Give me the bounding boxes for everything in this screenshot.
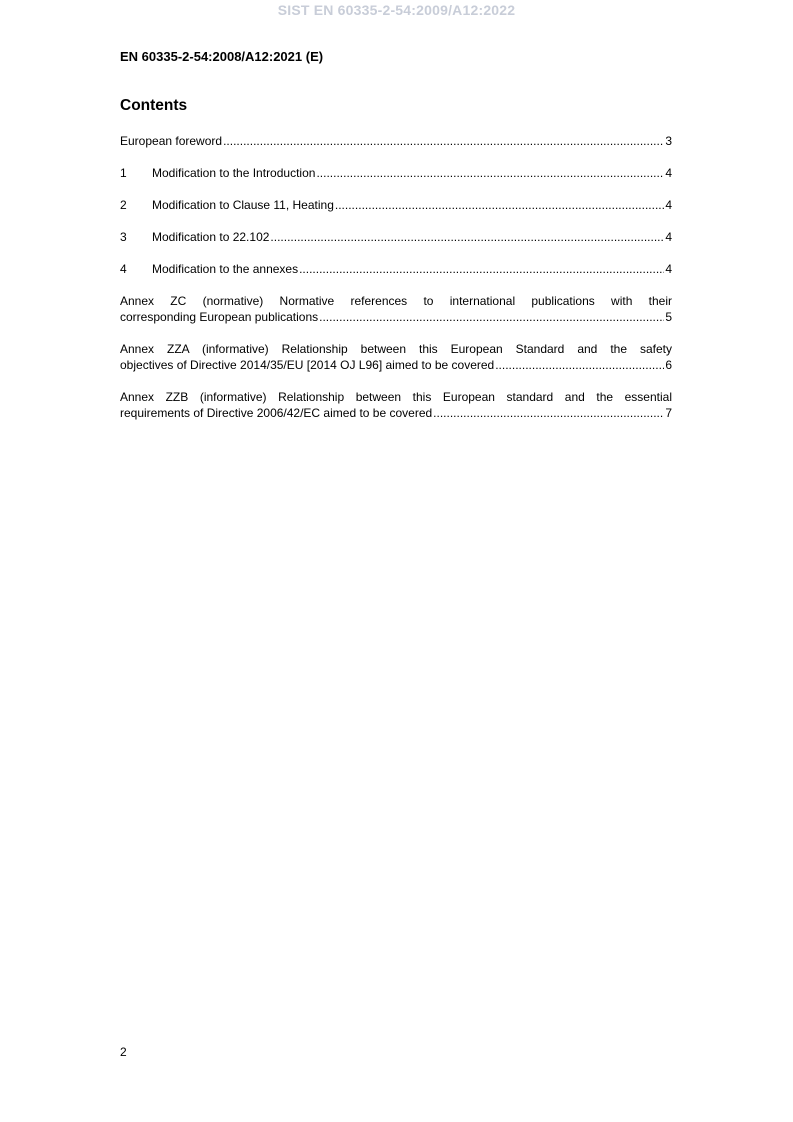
toc-entry-1[interactable]	[120, 165, 672, 181]
toc-number: 2	[120, 198, 127, 212]
toc-title-line-2: corresponding European publications	[120, 310, 319, 324]
toc-number: 4	[120, 262, 127, 276]
toc-leader-dots	[319, 309, 664, 325]
toc-leader-dots	[223, 133, 664, 149]
toc-leader-dots	[299, 261, 664, 277]
toc-page-number: 4	[665, 230, 672, 244]
toc-entry-annex-zzb[interactable]	[120, 389, 672, 421]
toc-page-number: 4	[665, 198, 672, 212]
toc-page-number: 4	[665, 166, 672, 180]
toc-page-number: 5	[665, 310, 672, 324]
toc-number: 3	[120, 230, 127, 244]
toc-title: Modification to Clause 11, Heating	[152, 198, 334, 212]
toc-entry-3[interactable]	[120, 229, 672, 245]
toc-title: European foreword	[120, 134, 223, 148]
toc-entry-2[interactable]	[120, 197, 672, 213]
contents-heading: Contents	[120, 97, 188, 114]
toc-title: Modification to the Introduction	[152, 166, 316, 180]
toc-leader-dots	[495, 357, 664, 373]
toc-title: Modification to the annexes	[152, 262, 299, 276]
toc-title-line-1: Annex ZZA (informative) Relationship between this European Standard and the safety	[120, 342, 672, 356]
toc-leader-dots	[270, 229, 664, 245]
toc-leader-dots	[433, 405, 664, 421]
toc-title-line-2: objectives of Directive 2014/35/EU [2014 OJ L96] aimed to be covered	[120, 358, 495, 372]
toc-entry-4[interactable]	[120, 261, 672, 277]
toc-entry-annex-zza[interactable]	[120, 341, 672, 373]
page-number: 2	[120, 1045, 127, 1059]
toc-leader-dots	[316, 165, 664, 181]
document-identifier: EN 60335-2-54:2008/A12:2021 (E)	[120, 49, 324, 64]
toc-number: 1	[120, 166, 127, 180]
toc-entry-european-foreword[interactable]	[120, 133, 672, 149]
toc-leader-dots	[335, 197, 664, 213]
toc-title-line-2: requirements of Directive 2006/42/EC aimed to be covered	[120, 406, 433, 420]
toc-page-number: 4	[665, 262, 672, 276]
toc-entry-annex-zc[interactable]	[120, 293, 672, 325]
toc-title-line-1: Annex ZC (normative) Normative references to international publications with their	[120, 294, 672, 308]
toc-page-number: 6	[665, 358, 672, 372]
toc-title-line-1: Annex ZZB (informative) Relationship between this European standard and the essential	[120, 390, 672, 404]
toc-page-number: 3	[665, 134, 672, 148]
watermark: SIST EN 60335-2-54:2009/A12:2022	[277, 2, 516, 18]
toc-page-number: 7	[665, 406, 672, 420]
toc-title: Modification to 22.102	[152, 230, 270, 244]
